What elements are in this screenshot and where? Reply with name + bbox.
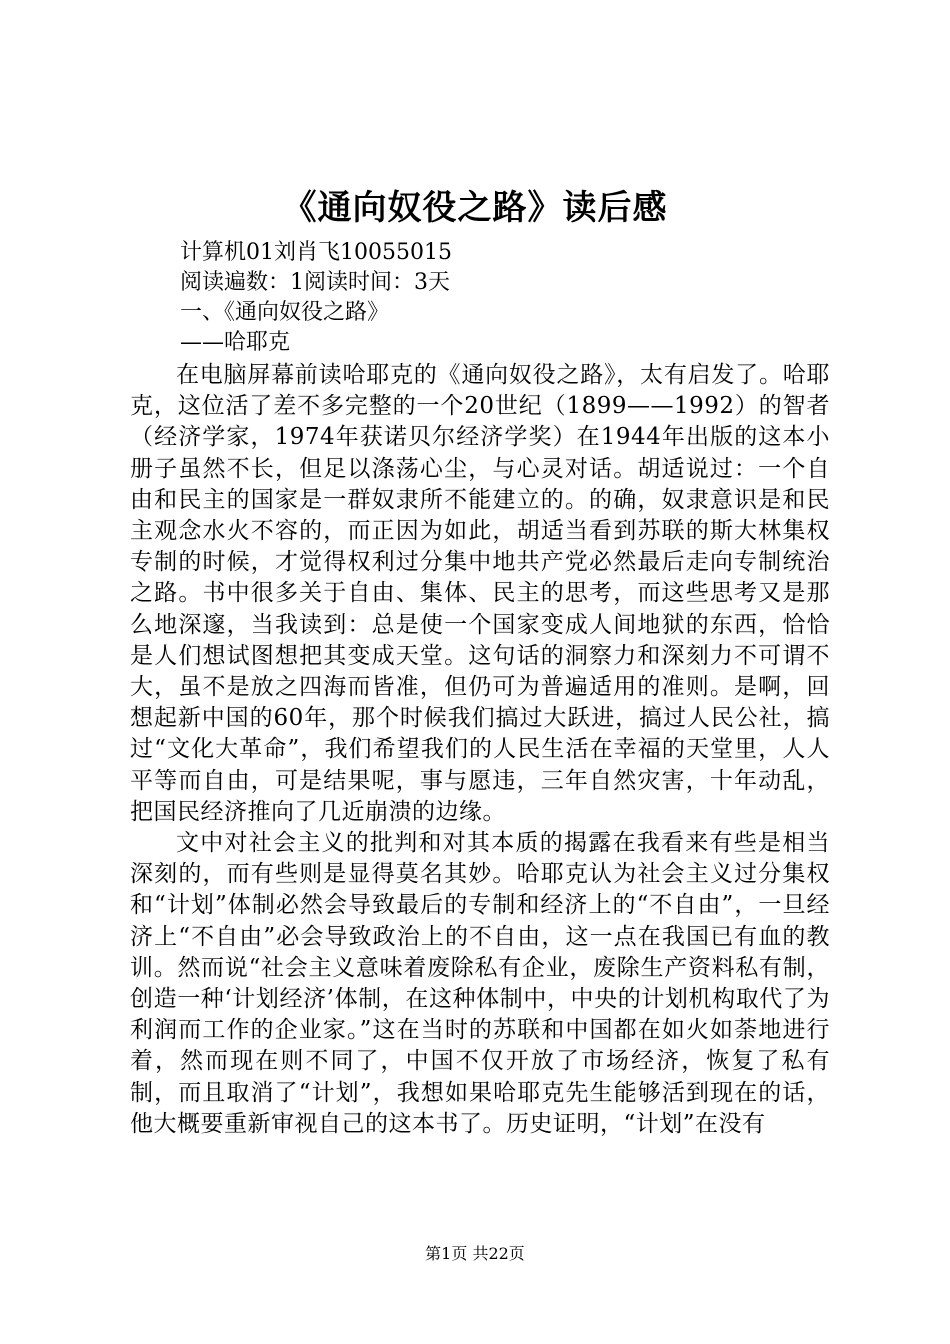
section-author: ——哈耶克: [180, 330, 291, 355]
section-heading: 一、《通向奴役之路》: [180, 300, 390, 325]
paragraph: 在电脑屏幕前读哈耶克的《通向奴役之路》，太有启发了。哈耶克，这位活了差不多完整的一个20世纪（1899——1992）的智者（经济学家，1974年获诺贝尔经济学奖）在1944年出版的这本小册子虽然不长，但足以涤荡心尘，与心灵对话。胡适说过：一个自由和民主的国家是一群奴隶所不能建立的。的确，奴隶意识是和民主观念水火不容的，而正因为如此，胡适当看到苏联的斯大林集权专制的时候，才觉得权利过分集中地共产党必然最后走向专制统治之路。书中很多关于自由、集体、民主的思考，而这些思考又是那么地深邃，当我读到：总是使一个国家变成人间地狱的东西，恰恰是人们想试图想把其变成天堂。这句话的洞察力和深刻力不可谓不大，虽不是放之四海而皆准，但仍可为普遍适用的准则。是啊，回想起新中国的60年，那个时候我们搞过大跃进，搞过人民公社，搞过“文化大革命”，我们希望我们的人民生活在幸福的天堂里，人人平等而自由，可是结果呢，事与愿违，三年自然灾害，十年动乱，把国民经济推向了几近崩溃的边缘。: [130, 362, 830, 825]
document-title: 《通向奴役之路》读后感: [282, 188, 668, 228]
reading-info: 阅读遍数：1阅读时间：3天: [180, 270, 450, 295]
body-text: [130, 360, 830, 1140]
author-line: 计算机01刘肖飞10055015: [180, 240, 452, 265]
paragraph: 文中对社会主义的批判和对其本质的揭露在我看来有些是相当深刻的，而有些则是显得莫名其妙。哈耶克认为社会主义过分集权和“计划”体制必然会导致最后的专制和经济上的“不自由”，一旦经济上“不自由”必会导致政治上的不自由，这一点在我国已有血的教训。然而说“社会主义意味着废除私有企业，废除生产资料私有制，创造一种‘计划经济’体制，在这种体制中，中央的计划机构取代了为利润而工作的企业家。”这在当时的苏联和中国都在如火如荼地进行着，然而现在则不同了，中国不仅开放了市场经济，恢复了私有制，而且取消了“计划”，我想如果哈耶克先生能够活到现在的话，他大概要重新审视自己的这本书了。历史证明，“计划”在没有: [130, 830, 830, 1137]
page-number: 第1页 共22页: [425, 1244, 525, 1263]
